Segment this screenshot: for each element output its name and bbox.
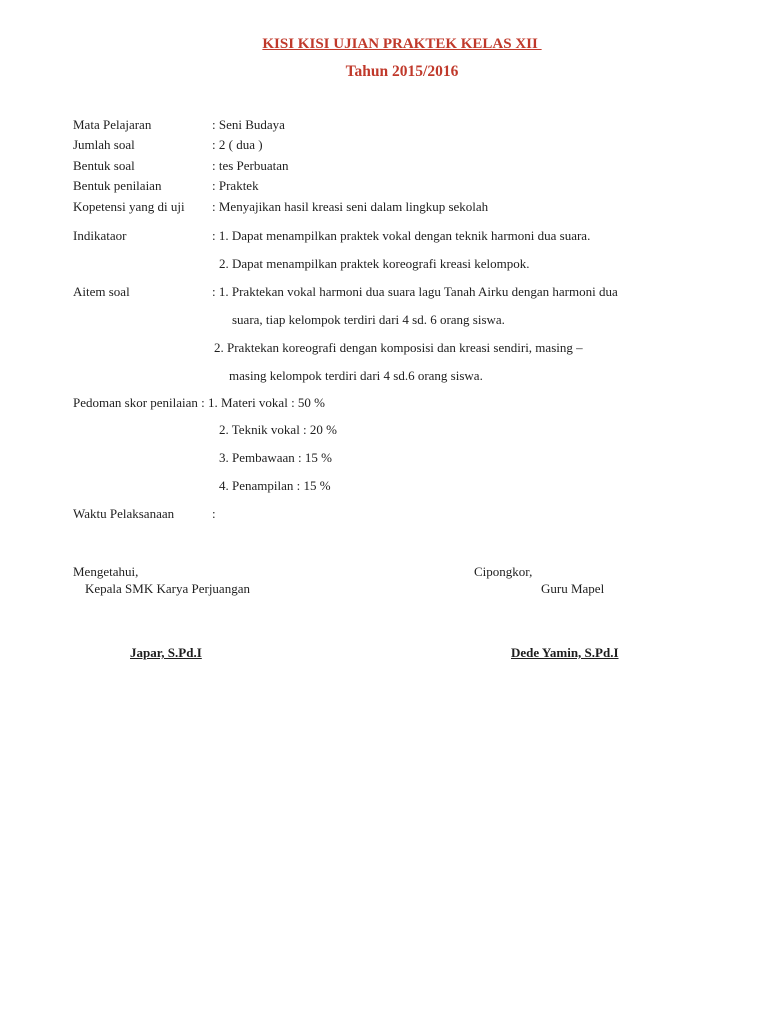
pedoman-row (73, 395, 325, 411)
pedoman-line: 2. Teknik vokal : 20 % (219, 422, 338, 437)
field-value-kopetensi: : Menyajikan hasil kreasi seni dalam lingkup sekolah (212, 199, 489, 214)
document-subtitle: Tahun 2015/2016 (345, 63, 459, 80)
pedoman-label: Pedoman skor penilaian (73, 395, 198, 410)
signature-right-role: Guru Mapel (541, 581, 605, 596)
signature-right-place: Cipongkor, (474, 564, 533, 579)
field-label-bentuk-soal: Bentuk soal (73, 158, 135, 173)
aitem-line: : 1. Praktekan vokal harmoni dua suara lagu Tanah Airku dengan harmoni dua (212, 284, 618, 299)
pedoman-line: 3. Pembawaan : 15 % (219, 450, 333, 465)
signature-left-role: Kepala SMK Karya Perjuangan (85, 581, 250, 596)
field-label-mata-pelajaran: Mata Pelajaran (73, 117, 152, 132)
pedoman-line: 4. Penampilan : 15 % (219, 478, 331, 493)
waktu-value: : (212, 506, 216, 521)
aitem-line: 2. Praktekan koreografi dengan komposisi dan kreasi sendiri, masing – (214, 340, 583, 355)
field-value-bentuk-penilaian: : Praktek (212, 178, 259, 193)
field-value-mata-pelajaran: : Seni Budaya (212, 117, 285, 132)
field-value-jumlah-soal: : 2 ( dua ) (212, 137, 263, 152)
aitem-label: Aitem soal (73, 284, 130, 299)
signature-left-greeting: Mengetahui, (73, 564, 139, 579)
signature-right-name: Dede Yamin, S.Pd.I (511, 645, 619, 660)
document-title: KISI KISI UJIAN PRAKTEK KELAS XII (262, 36, 542, 52)
field-label-kopetensi: Kopetensi yang di uji (73, 199, 185, 214)
aitem-line: masing kelompok terdiri dari 4 sd.6 orang siswa. (229, 368, 483, 383)
field-label-bentuk-penilaian: Bentuk penilaian (73, 178, 162, 193)
field-value-bentuk-soal: : tes Perbuatan (212, 158, 289, 173)
signature-left-name: Japar, S.Pd.I (130, 645, 202, 660)
indikator-line: 2. Dapat menampilkan praktek koreografi kreasi kelompok. (219, 256, 530, 271)
aitem-line: suara, tiap kelompok terdiri dari 4 sd. 6 orang siswa. (232, 312, 505, 327)
pedoman-line: : 1. Materi vokal : 50 % (201, 395, 326, 410)
indikator-line: : 1. Dapat menampilkan praktek vokal dengan teknik harmoni dua suara. (212, 228, 591, 243)
waktu-label: Waktu Pelaksanaan (73, 506, 175, 521)
field-label-jumlah-soal: Jumlah soal (73, 137, 135, 152)
indikator-label: Indikataor (73, 228, 127, 243)
